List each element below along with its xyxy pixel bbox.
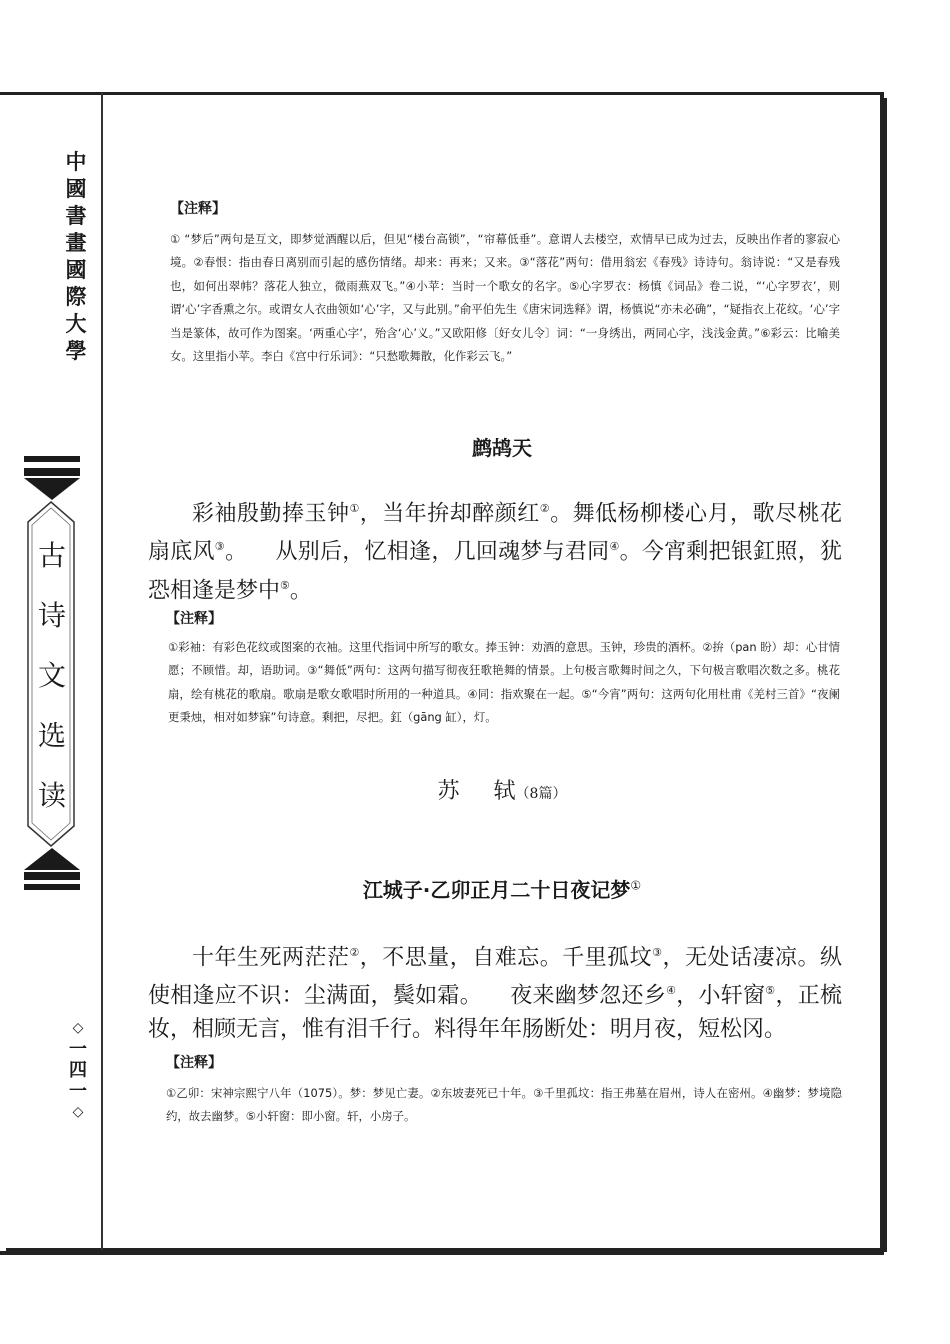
poem-title xyxy=(162,874,842,903)
school-char: 國 xyxy=(65,257,87,282)
note-heading: 【注释】 xyxy=(166,1055,222,1071)
note-marker: ① xyxy=(349,502,360,515)
author-name: 苏 xyxy=(437,779,460,804)
book-title-char: 文 xyxy=(37,659,66,692)
note-marker: ① xyxy=(630,878,642,893)
note-marker: ④ xyxy=(609,540,620,554)
poem-line: 。舞低杨柳楼心月，歌尽桃花扇底风 xyxy=(148,501,842,565)
note-marker: ⑤ xyxy=(280,578,290,592)
poem-line: ，正梳妆，相顾无言，惟有泪千行。料得年年肠断处：明月夜，短松冈。 xyxy=(148,983,842,1042)
school-char: 國 xyxy=(65,176,87,201)
poem-line: 从别后，忆相逢，几回魂梦与君同 xyxy=(275,539,610,565)
book-title xyxy=(28,526,76,826)
banner-arrow-top xyxy=(24,478,80,500)
school-char: 畫 xyxy=(65,230,87,255)
poem-line: ，小轩窗 xyxy=(676,983,766,1009)
note-heading: 【注释】 xyxy=(166,611,222,627)
poem-body xyxy=(148,492,842,607)
school-name xyxy=(58,148,94,364)
poem-line: ，无处话凄凉。纵使相逢应不识：尘满面，鬓如霜。 xyxy=(148,945,842,1009)
school-char: 學 xyxy=(65,338,87,363)
banner-bar-top xyxy=(24,456,80,462)
poem-line: ，不思量，自难忘。千里孤坟 xyxy=(359,945,653,971)
diamond-icon: ◇ xyxy=(72,1020,84,1036)
note-text: ①乙卯：宋神宗熙宁八年（1075）。梦：梦见亡妻。②东坡妻死已十年。③千里孤坟：指王弗墓在眉州，诗人在密州。④幽梦：梦境隐约，故去幽梦。⑤小轩窗：即小窗。轩，小房子。 xyxy=(166,1086,842,1124)
poem-line: 夜来幽梦忽还乡 xyxy=(509,983,667,1009)
book-title-char: 古 xyxy=(37,539,66,572)
poem-line: 。今宵剩把银釭照，犹恐相逢是梦中 xyxy=(148,539,842,603)
poem-line: 。 xyxy=(224,539,248,565)
page-number-char: 一 xyxy=(69,1081,87,1102)
school-char: 際 xyxy=(65,284,87,309)
banner-arrow-bottom xyxy=(24,848,80,870)
note-text: ① “梦后”两句是互文，即梦觉酒醒以后，但见“楼台高锁”，“帘幕低垂”。意谓人去楼空，欢情早已成为过去，反映出作者的寥寂心境。②春恨：指由春日离别而引起的感伤情绪。却来：再来；又来。③“落花”两句：借用翁宏《春残》诗诗句。翁诗说：“又是春残也，如何出翠帏？落花人独立，微雨燕双飞。”④小苹：当时一个歌女的名字。⑤心字罗衣：杨慎《词品》卷二说，“‘心字罗衣’，则谓‘心’字香熏之尔。或谓女人衣曲领如‘心’字，又与此别。”俞平伯先生《唐宋词选释》谓，杨慎说“亦未必确”，“疑指衣上花纹。‘心’字当是篆体，故可作为图案。‘两重心字’，殆含‘心’义。”又欧阳修〔好女儿令〕词：“一身绣出，两同心字，浅浅金黄。”⑥彩云：比喻美女。这里指小苹。李白《宫中行乐词》：“只愁歌舞散，化作彩云飞。” xyxy=(170,232,840,364)
author-heading xyxy=(162,774,842,805)
note-marker: ② xyxy=(539,502,551,515)
book-title-char: 选 xyxy=(37,719,66,752)
banner-bar-bottom xyxy=(24,884,80,890)
school-char: 中 xyxy=(65,149,87,174)
margin-rule xyxy=(101,92,103,1250)
poem-body xyxy=(148,936,842,1046)
note-marker: ④ xyxy=(666,984,677,998)
note-text: ①彩袖：有彩色花纹或图案的衣袖。这里代指词中所写的歌女。捧玉钟：劝酒的意思。玉钟，珍贵的酒杯。②拚（pan 盼）却：心甘情愿；不顾惜。却，语助词。③“舞低”两句：这两句描写彻夜狂歌艳舞的情景。上句极言歌舞时间之久，下句极言歌唱次数之多。桃花扇，绘有桃花的歌扇。歌扇是歌女歌唱时所用的一种道具。④同：指欢聚在一起。⑤“今宵”两句：这两句化用杜甫《羌村三首》“夜阑更秉烛，相对如梦寐”句诗意。剩把，尽把。釭（gāng 缸），灯。 xyxy=(168,640,840,725)
school-char: 書 xyxy=(65,203,87,228)
note-marker: ② xyxy=(349,946,360,959)
frame-shadow-right xyxy=(884,98,887,1252)
banner-bar-bottom xyxy=(24,872,80,880)
frame-shadow-bottom xyxy=(6,1248,887,1251)
note-marker: ③ xyxy=(652,946,663,959)
banner-bar-top xyxy=(24,468,80,476)
diamond-icon: ◇ xyxy=(72,1104,84,1120)
note-heading: 【注释】 xyxy=(170,201,226,217)
poem-line: ，当年拚却醉颜红 xyxy=(359,501,540,527)
poem-title-text: 江城子·乙卯正月二十日夜记梦 xyxy=(362,878,631,902)
note-marker: ⑤ xyxy=(765,984,776,998)
author-name: 轼 xyxy=(493,779,516,804)
book-title-char: 读 xyxy=(37,779,66,812)
poem-title: 鹧鸪天 xyxy=(472,436,532,460)
page-number-char: 一 xyxy=(69,1039,87,1060)
work-count: （8篇） xyxy=(515,786,567,802)
poem-line: 彩袖殷勤捧玉钟 xyxy=(192,501,350,527)
book-title-char: 诗 xyxy=(37,599,66,632)
page-number-char: 四 xyxy=(69,1060,87,1081)
note-marker: ③ xyxy=(214,540,225,554)
page-number xyxy=(64,1018,92,1123)
school-char: 大 xyxy=(65,311,87,336)
poem-line: 。 xyxy=(289,577,312,603)
poem-line: 十年生死两茫茫 xyxy=(192,945,350,971)
